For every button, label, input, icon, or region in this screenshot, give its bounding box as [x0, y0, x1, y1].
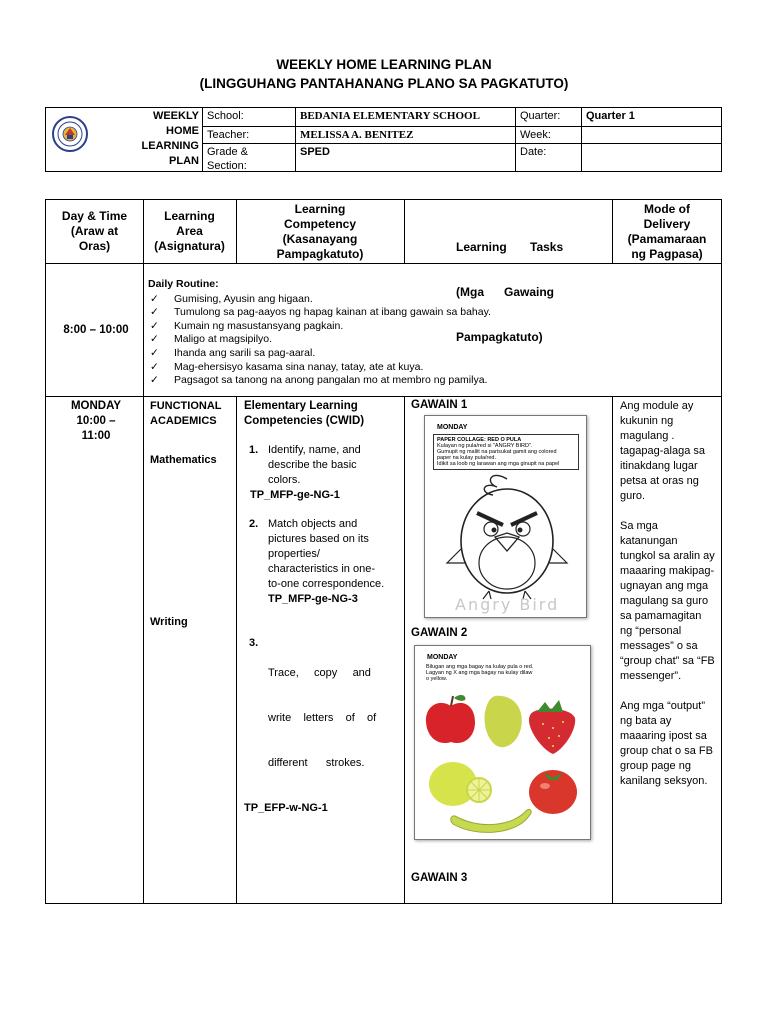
grade-label-line: Grade & [207, 146, 248, 158]
date-label: Date: [516, 144, 582, 172]
teacher-value: MELISSA A. BENITEZ [296, 127, 516, 144]
col-header-line: Competency [283, 217, 357, 231]
mode-paragraph: Sa mga katanungan tungkol sa aralin ay maaaring makipag- ugnayan ang mga magulang sa guro sa pamamagitan ng “personal messages” o sa “group chat” sa “FB messenger”. [620, 520, 715, 682]
apple-icon [426, 695, 475, 743]
learning-plan-table [45, 199, 722, 904]
competency-line: pictures based on its [268, 533, 369, 545]
col-header-line: Learning Tasks [456, 240, 564, 254]
competency-line: properties/ [268, 548, 320, 560]
routine-item: ✓ Kumain ng masustansyang pagkain. [150, 319, 344, 332]
instruction-line: Lagyan ng X ang mga bagay na kulay dilaw [426, 670, 533, 676]
col-header-mode [612, 202, 722, 262]
col-header-learning-area [143, 209, 236, 254]
competency-number: 2. [249, 518, 259, 530]
routine-item: ✓ Ihanda ang sarili sa pag-aaral. [150, 346, 316, 359]
col-header-competency [236, 202, 404, 262]
week-value [582, 127, 722, 144]
competency-line: describe the basic [268, 459, 357, 471]
competency-line: different strokes. [268, 757, 365, 769]
col-header-line: Mode of [644, 202, 690, 216]
fruit-illustrations [421, 688, 586, 838]
mode-paragraph: Ang mga “output” ng bata ay maaaring ipost sa group chat o sa FB group page ng kanilang seksyon. [620, 700, 713, 787]
check-icon: ✓ [150, 306, 159, 319]
worksheet-fruits [414, 645, 591, 840]
week-label: Week: [516, 127, 582, 144]
col-header-line: (Pamamaraan [627, 232, 707, 246]
col-header-line: Pampagkatuto) [276, 247, 364, 261]
competency-item [244, 621, 404, 846]
plan-label [103, 108, 203, 172]
banana-icon [451, 809, 531, 832]
trace-text: Angry Bird [455, 595, 560, 614]
time-label: 11:00 [81, 430, 111, 442]
daily-routine [148, 278, 491, 388]
worksheet-angry-bird [424, 415, 587, 618]
competency-line: Trace, copy and [268, 667, 371, 679]
routine-item: ✓ Maligo at magsipilyo. [150, 333, 273, 346]
col-header-line: Pampagkatuto) [456, 330, 543, 344]
worksheet-instructions [433, 434, 579, 470]
routine-item: ✓ Tumulong sa pag-aayos ng hapag kainan at ibang gawain sa bahay. [150, 306, 491, 319]
instruction-line: Kulayan ng pula/red si "ANGRY BIRD". [437, 443, 533, 449]
document-subtitle: (LINGGUHANG PANTAHANANG PLANO SA PAGKATUTO) [199, 76, 569, 91]
routine-item: ✓ Mag-ehersisyo kasama sina nanay, tatay, ate at kuya. [150, 360, 424, 373]
col-header-line: Delivery [643, 217, 691, 231]
competency-code: TP_EFP-w-NG-1 [244, 802, 328, 814]
routine-item: ✓ Gumising, Ayusin ang higaan. [150, 292, 313, 305]
instruction-line: paper na kulay pula/red. [437, 455, 497, 461]
gawain-2-label: GAWAIN 2 [411, 627, 468, 639]
check-icon: ✓ [150, 333, 159, 346]
col-header-line: Day & Time [61, 209, 128, 223]
competency-number: 3. [249, 637, 259, 649]
quarter-label: Quarter: [516, 108, 582, 127]
plan-label-line: PLAN [169, 155, 199, 167]
col-header-day-time [46, 209, 143, 254]
col-header-line: Oras) [78, 239, 111, 253]
learning-area-functional [150, 399, 222, 429]
competency-number: 1. [249, 444, 259, 456]
tomato-icon [529, 770, 577, 814]
competency-code: TP_MFP-ge-NG-3 [268, 593, 358, 605]
competency-item [244, 517, 404, 607]
lemon-icon [429, 762, 491, 806]
deped-seal-logo [46, 108, 103, 172]
competency-line: Identify, name, and [268, 444, 361, 456]
col-header-line: ng Pagpasa) [631, 247, 703, 261]
competency-title: Elementary Learning [244, 400, 358, 412]
area-line: FUNCTIONAL [150, 400, 222, 412]
strawberry-icon [529, 700, 575, 754]
col-header-line: Learning [294, 202, 346, 216]
check-icon: ✓ [150, 346, 159, 359]
mode-of-delivery [620, 399, 716, 804]
routine-title: Daily Routine: [148, 278, 219, 290]
check-icon: ✓ [150, 374, 159, 387]
teacher-label: Teacher: [203, 127, 296, 144]
grade-label-line: Section: [207, 160, 247, 172]
competency-code: TP_MFP-ge-NG-1 [250, 489, 340, 501]
school-value: BEDANIA ELEMENTARY SCHOOL [296, 108, 516, 127]
subject-writing: Writing [150, 616, 188, 628]
check-icon: ✓ [150, 360, 159, 373]
worksheet-instructions [423, 662, 569, 684]
angry-bird-outline-icon [445, 471, 570, 601]
header-table [45, 107, 722, 172]
grade-label [203, 144, 296, 172]
instruction-line: Idikit sa loob ng larawan ang mga ginupit na papel [437, 461, 560, 467]
competency-line: write letters of of [268, 712, 377, 724]
routine-item: ✓ Pagsagot sa tanong na anong pangalan mo at membro ng pamilya. [150, 374, 488, 387]
col-header-line: Area [176, 224, 203, 238]
plan-label-line: WEEKLY [152, 110, 199, 122]
time-label: 10:00 – [76, 415, 116, 427]
monday-time [46, 399, 146, 444]
gawain-1-label: GAWAIN 1 [411, 399, 468, 411]
mode-paragraph: Ang module ay kukunin ng magulang . tagapag-alaga sa itinakdang lugar petsa at oras ng guro. [620, 400, 706, 502]
instruction-line: o yellow. [426, 676, 448, 682]
competency-line: to-one correspondence. [268, 578, 385, 590]
competency-line: characteristics in one- [268, 563, 375, 575]
instruction-line: Bilugan ang mga bagay na kulay pula o red. [426, 664, 534, 670]
subject-mathematics: Mathematics [150, 454, 217, 466]
competencies [244, 399, 404, 846]
mango-icon [485, 696, 522, 747]
plan-label-line: LEARNING [141, 140, 199, 152]
date-value [582, 144, 722, 172]
col-header-line: (Kasanayang [282, 232, 358, 246]
document-title: WEEKLY HOME LEARNING PLAN [276, 57, 492, 72]
competency-line: colors. [268, 474, 301, 486]
col-header-line: (Asignatura) [154, 239, 225, 253]
routine-time: 8:00 – 10:00 [63, 324, 129, 336]
gawain-3-label: GAWAIN 3 [411, 872, 468, 884]
check-icon: ✓ [150, 292, 159, 305]
col-header-line: (Araw at [70, 224, 119, 238]
plan-label-line: HOME [166, 125, 199, 137]
instruction-line: Gumupit ng maliit na parisukat gamit ang colored [437, 449, 557, 455]
school-label: School: [203, 108, 296, 127]
grade-value: SPED [296, 144, 516, 172]
competency-item [244, 443, 404, 503]
check-icon: ✓ [150, 319, 159, 332]
area-line: ACADEMICS [150, 415, 217, 427]
instruction-title: PAPER COLLAGE: RED O PULA [437, 437, 522, 443]
card-day: MONDAY [437, 424, 468, 431]
card-day: MONDAY [427, 654, 458, 661]
competency-title: Competencies (CWID) [244, 415, 365, 427]
col-header-line: (Mga Gawaing [456, 285, 555, 299]
quarter-value: Quarter 1 [582, 108, 722, 127]
competency-line: Match objects and [268, 518, 358, 530]
col-header-line: Learning [164, 209, 215, 223]
day-label: MONDAY [70, 400, 122, 412]
